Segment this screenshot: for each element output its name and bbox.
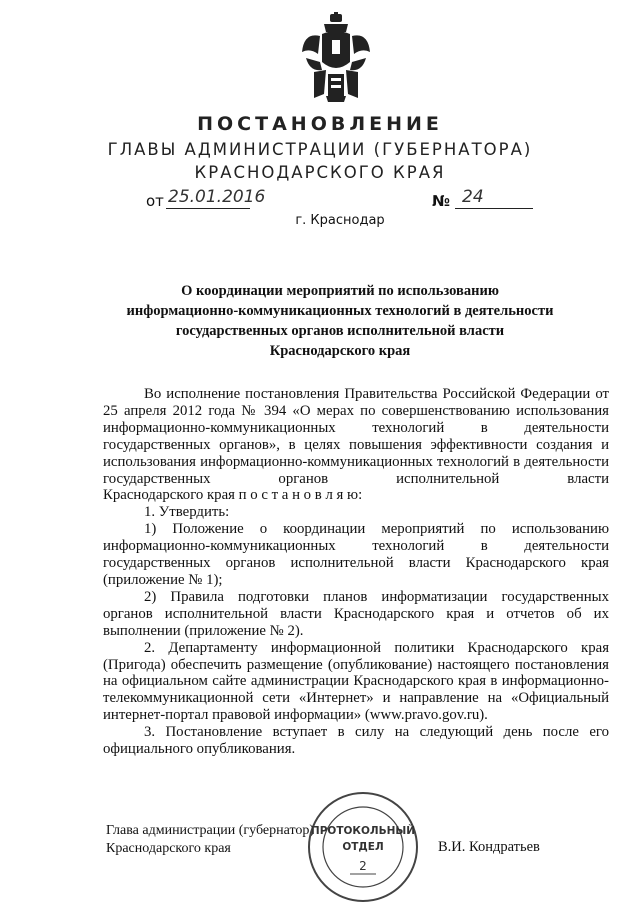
title-line: государственных органов исполнительной власти [175, 323, 505, 339]
date-value: 25.01.2016 [168, 187, 266, 207]
body-paragraph: Краснодарского края п о с т а н о в л я ю: [103, 487, 363, 504]
signatory-position-line1: Глава администрации (губернатор) [106, 823, 315, 838]
body-paragraph: 1. Утвердить: [144, 504, 230, 521]
document-body [103, 386, 609, 758]
title-line: Краснодарского края [269, 343, 411, 359]
title-line: информационно-коммуникационных технологий в деятельности [126, 303, 554, 319]
stamp-line2: ОТДЕЛ [342, 841, 384, 853]
document-title [120, 281, 560, 361]
stamp-number: 2 [359, 859, 367, 873]
issuer-heading-line1: ГЛАВЫ АДМИНИСТРАЦИИ (ГУБЕРНАТОРА) [107, 140, 533, 159]
number-label: № [432, 192, 451, 210]
document-type-heading: ПОСТАНОВЛЕНИЕ [197, 113, 443, 135]
signatory-position-line2: Краснодарского края [106, 841, 231, 856]
body-paragraph: 1) Положение о координации мероприятий по использованию информационно-коммуникационных технологий в деятельности государственных органов исполнительной власти Краснодарского края (приложение № 1); [103, 521, 609, 588]
date-underline [166, 208, 250, 209]
protocol-stamp [306, 790, 420, 904]
body-paragraph: 3. Постановление вступает в силу на следующий день после его официального опубликования. [103, 724, 609, 758]
number-underline [455, 208, 533, 209]
signatory-name: В.И. Кондратьев [438, 839, 540, 855]
signatory-position [106, 822, 314, 858]
city-label: г. Краснодар [295, 213, 385, 228]
title-line: О координации мероприятий по использованию [181, 283, 499, 299]
coat-of-arms-emblem [300, 12, 372, 104]
body-paragraph: Во исполнение постановления Правительства Российской Федерации от 25 апреля 2012 года № 394 «О мерах по совершенствованию использования информационно-коммуникационных технологий в деятельности государственных органов», в целях повышения эффективности создания и использования информационно-коммуникационных технологий в деятельности государственных органов исполнительной власти [103, 386, 609, 487]
issuer-heading-line2: КРАСНОДАРСКОГО КРАЯ [194, 163, 446, 182]
body-paragraph: 2) Правила подготовки планов информатизации государственных органов исполнительной власти Краснодарского края и отчетов об их выполнении (приложение № 2). [103, 588, 609, 639]
body-paragraph: 2. Департаменту информационной политики Краснодарского края (Пригода) обеспечить размещение (опубликование) настоящего постановления на официальном сайте администрации Краснодарского края в информационно-телекоммуникационной сети «Интернет» и направление на «Официальный интернет-портал правовой информации» (www.pravo.gov.ru). [103, 639, 609, 724]
number-value: 24 [462, 187, 484, 207]
stamp-line1: ПРОТОКОЛЬНЫЙ [310, 825, 416, 837]
date-label: от [146, 192, 164, 210]
